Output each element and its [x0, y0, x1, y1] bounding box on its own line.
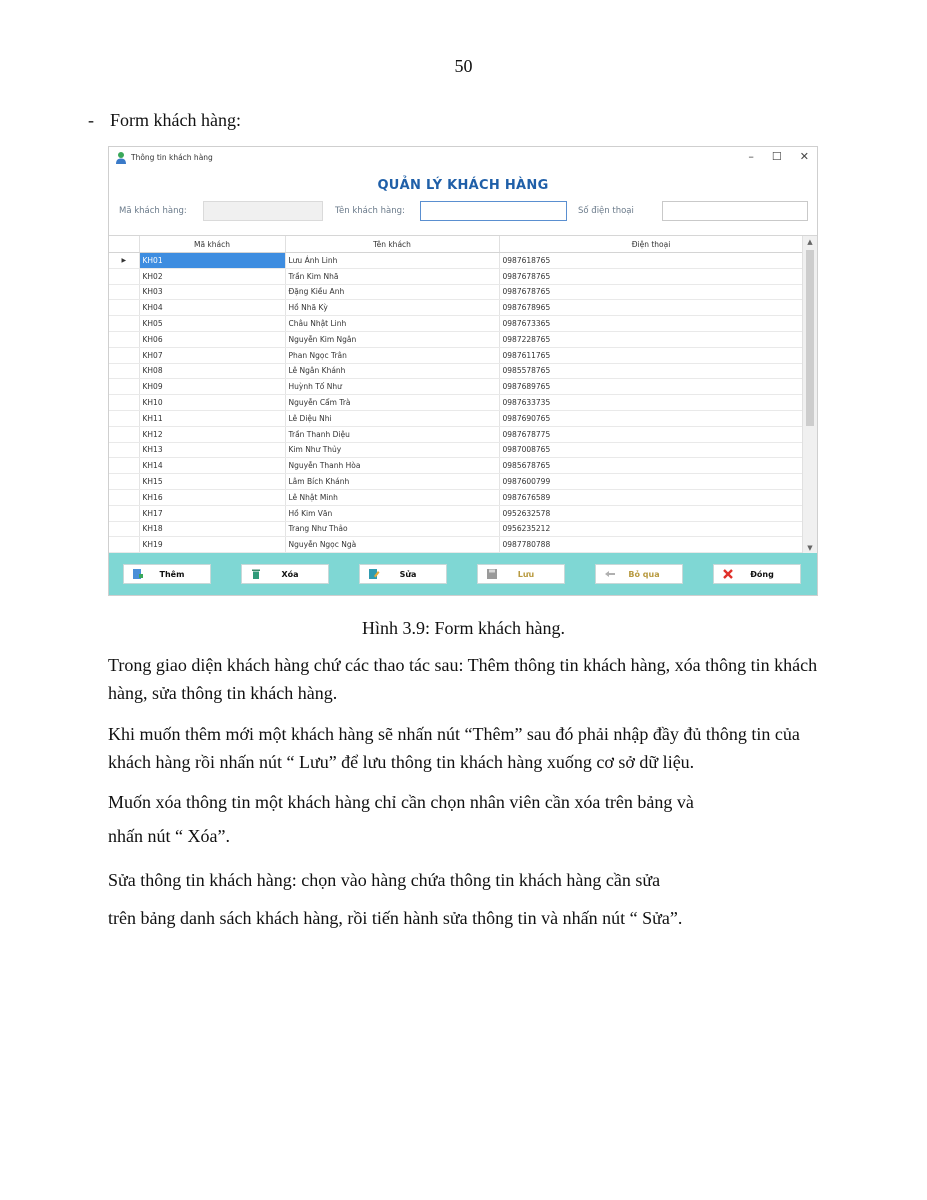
cell-name[interactable]: Hồ Kim Văn [285, 505, 499, 521]
cell-phone[interactable]: 0987678775 [499, 426, 803, 442]
cell-name[interactable]: Châu Nhật Linh [285, 316, 499, 332]
row-header[interactable] [109, 347, 139, 363]
save-disk-icon [486, 568, 498, 580]
grid-header-row [109, 236, 803, 253]
customer-name-input[interactable] [420, 201, 567, 221]
paragraph-4: nhấn nút “ Xóa”. [108, 826, 230, 846]
customer-code-input[interactable] [203, 201, 323, 221]
bullet-dash: - [88, 110, 94, 130]
row-header[interactable] [109, 458, 139, 474]
cell-phone[interactable]: 0987678965 [499, 300, 803, 316]
add-document-icon [132, 568, 144, 580]
cell-phone[interactable]: 0987228765 [499, 331, 803, 347]
cell-phone[interactable]: 0987690765 [499, 410, 803, 426]
phone-label: Số điện thoại [578, 206, 634, 216]
column-header-phone[interactable]: Điện thoại [499, 236, 803, 253]
cell-code[interactable]: KH14 [139, 458, 285, 474]
cell-code[interactable]: KH03 [139, 284, 285, 300]
row-header[interactable] [109, 300, 139, 316]
table-row[interactable] [109, 347, 803, 363]
cell-code[interactable]: KH04 [139, 300, 285, 316]
customer-grid[interactable] [109, 235, 817, 555]
cell-name[interactable]: Lê Ngân Khánh [285, 363, 499, 379]
table-row[interactable] [109, 521, 803, 537]
column-header-code[interactable]: Mã khách [139, 236, 285, 253]
cell-code[interactable]: KH09 [139, 379, 285, 395]
cell-code[interactable]: KH11 [139, 410, 285, 426]
cell-phone[interactable]: 0987678765 [499, 284, 803, 300]
cell-code[interactable]: KH02 [139, 268, 285, 284]
cell-name[interactable]: Đặng Kiều Anh [285, 284, 499, 300]
cell-phone[interactable]: 0956235212 [499, 521, 803, 537]
close-x-icon [722, 568, 734, 580]
figure-caption: Hình 3.9: Form khách hàng. [362, 618, 565, 638]
scroll-up-icon[interactable]: ▲ [807, 238, 813, 246]
cell-phone[interactable]: 0987618765 [499, 253, 803, 269]
close-button[interactable] [713, 564, 801, 584]
row-header[interactable] [109, 489, 139, 505]
paragraph-5: Sửa thông tin khách hàng: chọn vào hàng chứa thông tin khách hàng cần sửa [108, 870, 661, 890]
button-bar [109, 553, 817, 595]
paragraph-2: Khi muốn thêm mới một khách hàng sẽ nhấn nút “Thêm” sau đó phải nhập đầy đủ thông tin của khách hàng rồi nhấn nút “ Lưu” để lưu thông tin khách hàng xuống cơ sở dữ liệu. [108, 724, 800, 772]
window-title: Thông tin khách hàng [131, 153, 213, 162]
row-header[interactable]: ▶ [109, 253, 139, 269]
cell-name[interactable]: Nguyễn Cẩm Trà [285, 395, 499, 411]
cell-phone[interactable]: 0987611765 [499, 347, 803, 363]
row-header[interactable] [109, 505, 139, 521]
cell-code[interactable]: KH19 [139, 537, 285, 553]
cell-phone[interactable]: 0987600799 [499, 474, 803, 490]
cell-code[interactable]: KH01 [139, 253, 285, 269]
row-header[interactable] [109, 316, 139, 332]
row-header[interactable] [109, 521, 139, 537]
cell-name[interactable]: Trần Thanh Diệu [285, 426, 499, 442]
close-button-label: Đóng [750, 569, 774, 579]
section-heading [88, 110, 241, 131]
maximize-button[interactable]: ☐ [771, 150, 782, 163]
phone-input[interactable] [662, 201, 808, 221]
row-header[interactable] [109, 442, 139, 458]
paragraph-1: Trong giao diện khách hàng chứ các thao tác sau: Thêm thông tin khách hàng, xóa thông tin khách hàng, sửa thông tin khách hàng. [108, 655, 818, 703]
delete-button-label: Xóa [281, 569, 299, 579]
row-header[interactable] [109, 395, 139, 411]
paragraph-6: trên bảng danh sách khách hàng, rồi tiến hành sửa thông tin và nhấn nút “ Sửa”. [108, 908, 683, 928]
row-header[interactable] [109, 363, 139, 379]
add-button-label: Thêm [159, 569, 185, 579]
cell-code[interactable]: KH16 [139, 489, 285, 505]
save-button[interactable] [477, 564, 565, 584]
customer-code-label: Mã khách hàng: [119, 206, 187, 216]
table-row[interactable] [109, 410, 803, 426]
cell-code[interactable]: KH13 [139, 442, 285, 458]
cell-name[interactable]: Hồ Nhã Kỳ [285, 300, 499, 316]
row-header[interactable] [109, 284, 139, 300]
cell-code[interactable]: KH07 [139, 347, 285, 363]
cell-name[interactable]: Lưu Ánh Linh [285, 253, 499, 269]
cell-name[interactable]: Nguyễn Kim Ngân [285, 331, 499, 347]
cell-name[interactable]: Kim Như Thủy [285, 442, 499, 458]
row-header[interactable] [109, 537, 139, 553]
section-heading-text: Form khách hàng: [110, 110, 241, 130]
cell-code[interactable]: KH17 [139, 505, 285, 521]
edit-button[interactable] [359, 564, 447, 584]
minimize-button[interactable]: – [748, 150, 754, 163]
row-header-corner [109, 236, 139, 253]
edit-document-icon [368, 568, 380, 580]
table-row[interactable] [109, 284, 803, 300]
cell-name[interactable]: Nguyễn Ngọc Ngà [285, 537, 499, 553]
cell-name[interactable]: Nguyễn Thanh Hòa [285, 458, 499, 474]
cell-code[interactable]: KH18 [139, 521, 285, 537]
cell-code[interactable]: KH10 [139, 395, 285, 411]
table-row[interactable] [109, 316, 803, 332]
cell-name[interactable]: Phan Ngọc Trân [285, 347, 499, 363]
cell-code[interactable]: KH12 [139, 426, 285, 442]
cell-name[interactable]: Lê Diệu Nhi [285, 410, 499, 426]
paragraph-3: Muốn xóa thông tin một khách hàng chỉ cần chọn nhân viên cần xóa trên bảng và [108, 792, 694, 812]
cell-code[interactable]: KH05 [139, 316, 285, 332]
trash-icon [250, 568, 262, 580]
table-row[interactable] [109, 426, 803, 442]
page-number: 50 [454, 56, 473, 76]
table-row[interactable] [109, 442, 803, 458]
row-header[interactable] [109, 474, 139, 490]
row-header[interactable] [109, 379, 139, 395]
cell-code[interactable]: KH08 [139, 363, 285, 379]
table-row[interactable] [109, 474, 803, 490]
cell-phone[interactable]: 0987008765 [499, 442, 803, 458]
arrow-left-icon [604, 568, 616, 580]
row-header[interactable] [109, 268, 139, 284]
cell-phone[interactable]: 0985578765 [499, 363, 803, 379]
customer-name-label: Tên khách hàng: [335, 206, 405, 216]
cell-name[interactable]: Trang Như Thảo [285, 521, 499, 537]
table-row[interactable] [109, 379, 803, 395]
cell-phone[interactable]: 0987673365 [499, 316, 803, 332]
row-header[interactable] [109, 426, 139, 442]
row-header[interactable] [109, 410, 139, 426]
table-row[interactable] [109, 489, 803, 505]
table-row[interactable] [109, 268, 803, 284]
table-row[interactable] [109, 537, 803, 553]
user-icon [115, 151, 127, 165]
row-header[interactable] [109, 331, 139, 347]
cell-code[interactable]: KH15 [139, 474, 285, 490]
skip-button-label: Bỏ qua [628, 569, 660, 579]
window-titlebar[interactable] [109, 147, 817, 171]
skip-button[interactable] [595, 564, 683, 584]
form-heading: QUẢN LÝ KHÁCH HÀNG [377, 178, 549, 193]
column-header-name[interactable]: Tên khách [285, 236, 499, 253]
edit-button-label: Sửa [399, 569, 417, 579]
cell-phone[interactable]: 0987678765 [499, 268, 803, 284]
scroll-down-icon[interactable]: ▼ [807, 544, 813, 552]
customer-form-window [108, 146, 818, 596]
scrollbar-thumb[interactable] [806, 250, 814, 426]
cell-name[interactable]: Trần Kim Nhã [285, 268, 499, 284]
cell-phone[interactable]: 0987633735 [499, 395, 803, 411]
table-row[interactable] [109, 505, 803, 521]
table-row[interactable] [109, 395, 803, 411]
delete-button[interactable] [241, 564, 329, 584]
cell-phone[interactable]: 0987780788 [499, 537, 803, 553]
cell-phone[interactable]: 0987676589 [499, 489, 803, 505]
table-row[interactable] [109, 331, 803, 347]
table-row[interactable] [109, 300, 803, 316]
table-row[interactable] [109, 363, 803, 379]
cell-phone[interactable]: 0952632578 [499, 505, 803, 521]
cell-phone[interactable]: 0987689765 [499, 379, 803, 395]
cell-name[interactable]: Huỳnh Tố Như [285, 379, 499, 395]
cell-name[interactable]: Lê Nhật Minh [285, 489, 499, 505]
cell-code[interactable]: KH06 [139, 331, 285, 347]
close-window-button[interactable]: ✕ [799, 150, 809, 163]
cell-phone[interactable]: 0985678765 [499, 458, 803, 474]
add-button[interactable] [123, 564, 211, 584]
table-row[interactable] [109, 458, 803, 474]
cell-name[interactable]: Lâm Bích Khánh [285, 474, 499, 490]
save-button-label: Lưu [517, 569, 535, 579]
grid-scrollbar[interactable] [802, 236, 817, 554]
table-row[interactable] [109, 253, 803, 269]
